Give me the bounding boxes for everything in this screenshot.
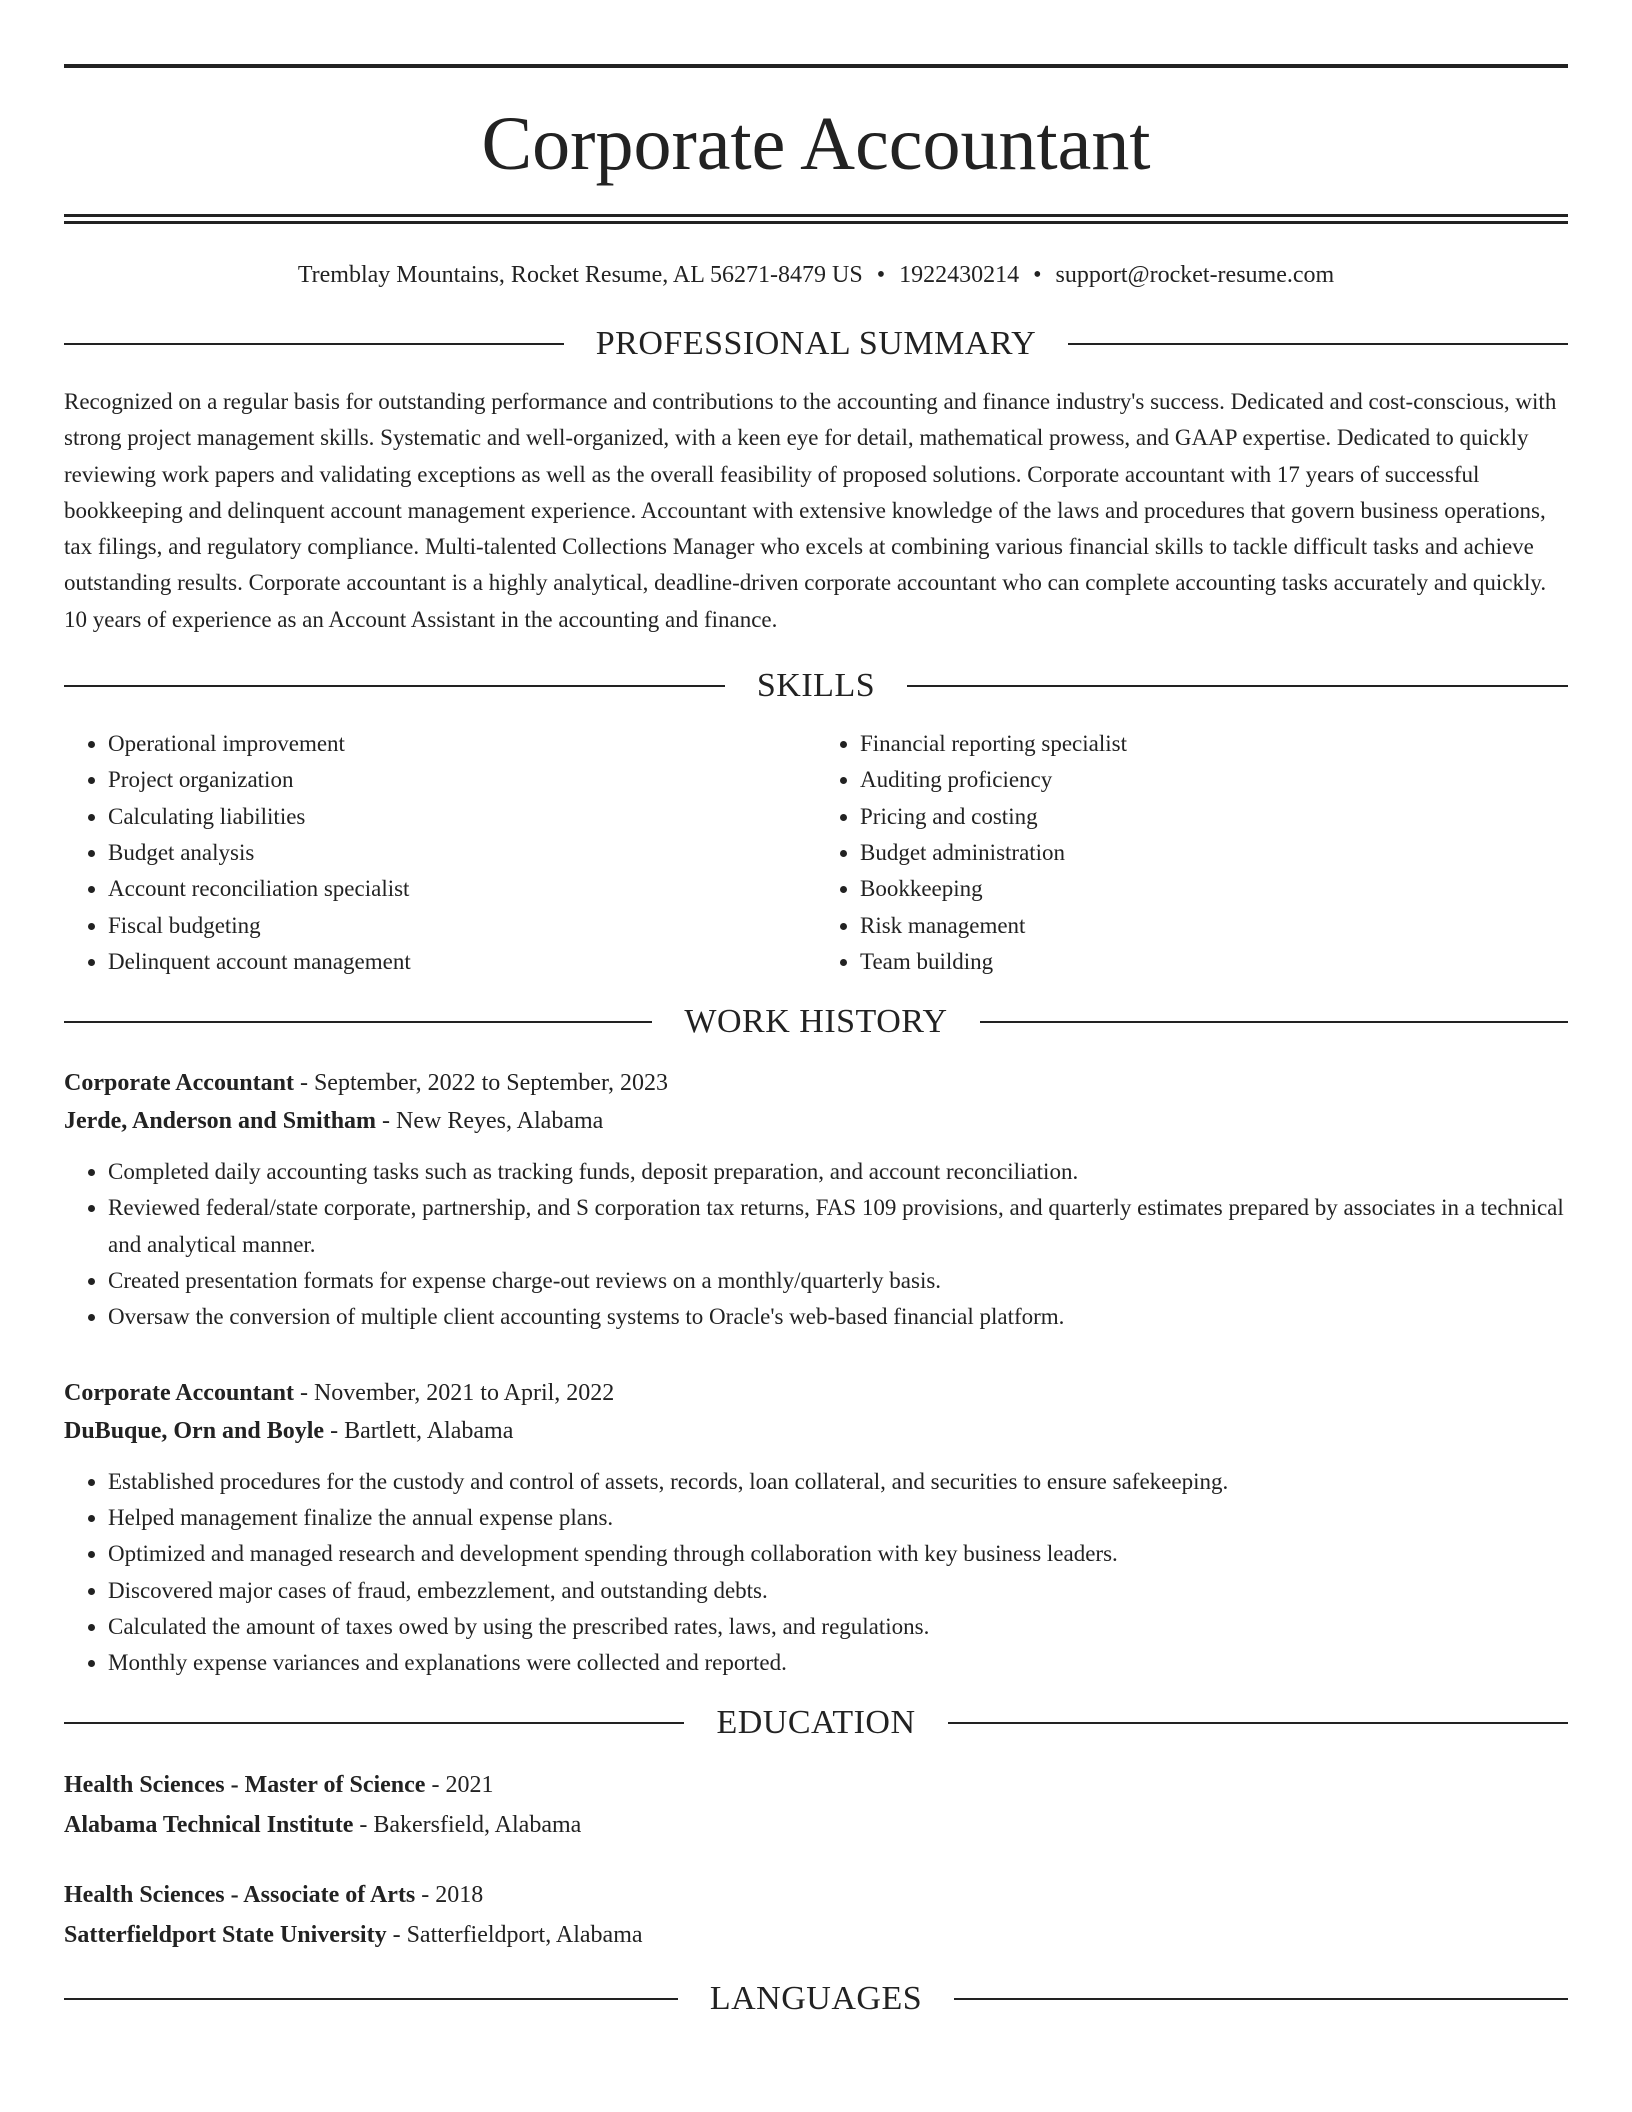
- job-location: - New Reyes, Alabama: [376, 1108, 604, 1135]
- job-bullet: • Helped management finalize the annual expense plans.: [108, 1500, 1568, 1536]
- section-title: PROFESSIONAL SUMMARY: [595, 325, 1037, 362]
- education-location: - Bakersfield, Alabama: [353, 1812, 582, 1839]
- education-year: - 2018: [415, 1882, 484, 1909]
- section-heading-work: [64, 1002, 1568, 1042]
- education-entry: [64, 1765, 1568, 1845]
- skill-item: • Bookkeeping: [860, 871, 1568, 907]
- job-bullet: • Completed daily accounting tasks such as tracking funds, deposit preparation, and account reconciliation.: [108, 1154, 1568, 1190]
- heading-rule-right: [980, 1021, 1568, 1023]
- job-bullet: • Calculated the amount of taxes owed by using the prescribed rates, laws, and regulations.: [108, 1609, 1568, 1645]
- job-company: Jerde, Anderson and Smitham: [64, 1108, 377, 1135]
- job-title: Corporate Accountant: [64, 1379, 294, 1406]
- heading-rule-left: [64, 685, 725, 687]
- section-title: SKILLS: [756, 667, 876, 705]
- skill-item: • Risk management: [860, 908, 1568, 944]
- job-title: Corporate Accountant: [64, 1070, 294, 1097]
- section-heading-skills: [64, 666, 1568, 706]
- skill-item: • Calculating liabilities: [108, 799, 816, 835]
- contact-address: Tremblay Mountains, Rocket Resume, AL 56271-8479 US: [297, 262, 863, 288]
- contact-separator: •: [1033, 262, 1042, 288]
- job-bullet: • Oversaw the conversion of multiple client accounting systems to Oracle's web-based financial platform.: [108, 1299, 1568, 1335]
- job-bullet: • Established procedures for the custody and control of assets, records, loan collateral, and securities to ensure safekeeping.: [108, 1464, 1568, 1500]
- skill-item: • Delinquent account management: [108, 944, 816, 980]
- job-company-line: [64, 1412, 1568, 1450]
- job-entry: [64, 1064, 1568, 1335]
- education-school-line: [64, 1915, 1568, 1955]
- education-degree-line: [64, 1875, 1568, 1915]
- section-heading-summary: [64, 324, 1568, 364]
- heading-rule-right: [954, 1998, 1568, 2000]
- title-double-rule: [64, 214, 1568, 224]
- job-title-line: [64, 1064, 1568, 1102]
- contact-info: [64, 260, 1568, 290]
- skill-item: • Operational improvement: [108, 726, 816, 762]
- skill-item: • Auditing proficiency: [860, 762, 1568, 798]
- education-school: Alabama Technical Institute: [64, 1812, 354, 1839]
- heading-rule-right: [907, 685, 1568, 687]
- skill-item: • Fiscal budgeting: [108, 908, 816, 944]
- skill-item: • Pricing and costing: [860, 799, 1568, 835]
- skill-item: • Budget analysis: [108, 835, 816, 871]
- skill-item: • Financial reporting specialist: [860, 726, 1568, 762]
- job-location: - Bartlett, Alabama: [324, 1417, 514, 1444]
- education-year: - 2021: [425, 1772, 494, 1799]
- section-heading-education: [64, 1703, 1568, 1743]
- job-company-line: [64, 1102, 1568, 1140]
- contact-email: support@rocket-resume.com: [1055, 262, 1335, 288]
- education-school: Satterfieldport State University: [64, 1922, 387, 1949]
- skills-column-right: [816, 726, 1568, 980]
- contact-phone: 1922430214: [899, 262, 1020, 288]
- contact-separator: •: [876, 262, 886, 288]
- resume-page: [64, 0, 1568, 2019]
- heading-rule-left: [64, 1722, 684, 1724]
- education-location: - Satterfieldport, Alabama: [386, 1922, 643, 1949]
- top-rule: [64, 64, 1568, 68]
- section-title: LANGUAGES: [709, 1980, 923, 2018]
- job-dates: - September, 2022 to September, 2023: [293, 1070, 668, 1097]
- section-title: EDUCATION: [716, 1704, 916, 1742]
- job-bullet: • Reviewed federal/state corporate, partnership, and S corporation tax returns, FAS 109 provisions, and quarterly estimates prepared by associates in a technical and analytical manner.: [108, 1190, 1568, 1263]
- education-school-line: [64, 1805, 1568, 1845]
- skill-item: • Project organization: [108, 762, 816, 798]
- job-company: DuBuque, Orn and Boyle: [64, 1417, 325, 1444]
- heading-rule-left: [64, 1998, 678, 2000]
- skill-item: • Account reconciliation specialist: [108, 871, 816, 907]
- job-bullets: [64, 1464, 1568, 1682]
- job-bullet: • Discovered major cases of fraud, embezzlement, and outstanding debts.: [108, 1573, 1568, 1609]
- job-bullet: • Created presentation formats for expense charge-out reviews on a monthly/quarterly basis.: [108, 1263, 1568, 1299]
- job-entry: [64, 1374, 1568, 1682]
- education-degree: Health Sciences - Master of Science: [64, 1772, 426, 1799]
- education-degree-line: [64, 1765, 1568, 1805]
- job-bullets: [64, 1154, 1568, 1335]
- skill-item: • Budget administration: [860, 835, 1568, 871]
- skills-column-left: [64, 726, 816, 980]
- heading-rule-left: [64, 343, 564, 345]
- job-bullet: • Optimized and managed research and development spending through collaboration with key business leaders.: [108, 1536, 1568, 1572]
- skill-item: • Team building: [860, 944, 1568, 980]
- section-heading-languages: [64, 1979, 1568, 2019]
- education-degree: Health Sciences - Associate of Arts: [64, 1882, 416, 1909]
- skills-list: [64, 726, 1568, 980]
- page-title: Corporate Accountant: [481, 102, 1151, 186]
- job-dates: - November, 2021 to April, 2022: [293, 1379, 615, 1406]
- job-title-line: [64, 1374, 1568, 1412]
- heading-rule-right: [948, 1722, 1568, 1724]
- section-title: WORK HISTORY: [684, 1003, 948, 1041]
- heading-rule-left: [64, 1021, 652, 1023]
- job-bullet: • Monthly expense variances and explanations were collected and reported.: [108, 1645, 1568, 1681]
- summary-text: Recognized on a regular basis for outstanding performance and contributions to the accounting and finance industry's success. Dedicated and cost-conscious, with strong project management skills. Systematic and well-organized, with a keen eye for detail, mathematical prowess, and GAAP expertise. Dedicated to quickly reviewing work papers and validating exceptions as well as the overall feasibility of proposed solutions. Corporate accountant with 17 years of successful bookkeeping and delinquent account management experience. Accountant with extensive knowledge of the laws and procedures that govern business operations, tax filings, and regulatory compliance. Multi-talented Collections Manager who excels at combining various financial skills to tackle difficult tasks and achieve outstanding results. Corporate accountant is a highly analytical, deadline-driven corporate accountant who can complete accounting tasks accurately and quickly. 10 years of experience as an Account Assistant in the accounting and finance.: [64, 389, 1557, 632]
- heading-rule-right: [1068, 343, 1568, 345]
- education-entry: [64, 1875, 1568, 1955]
